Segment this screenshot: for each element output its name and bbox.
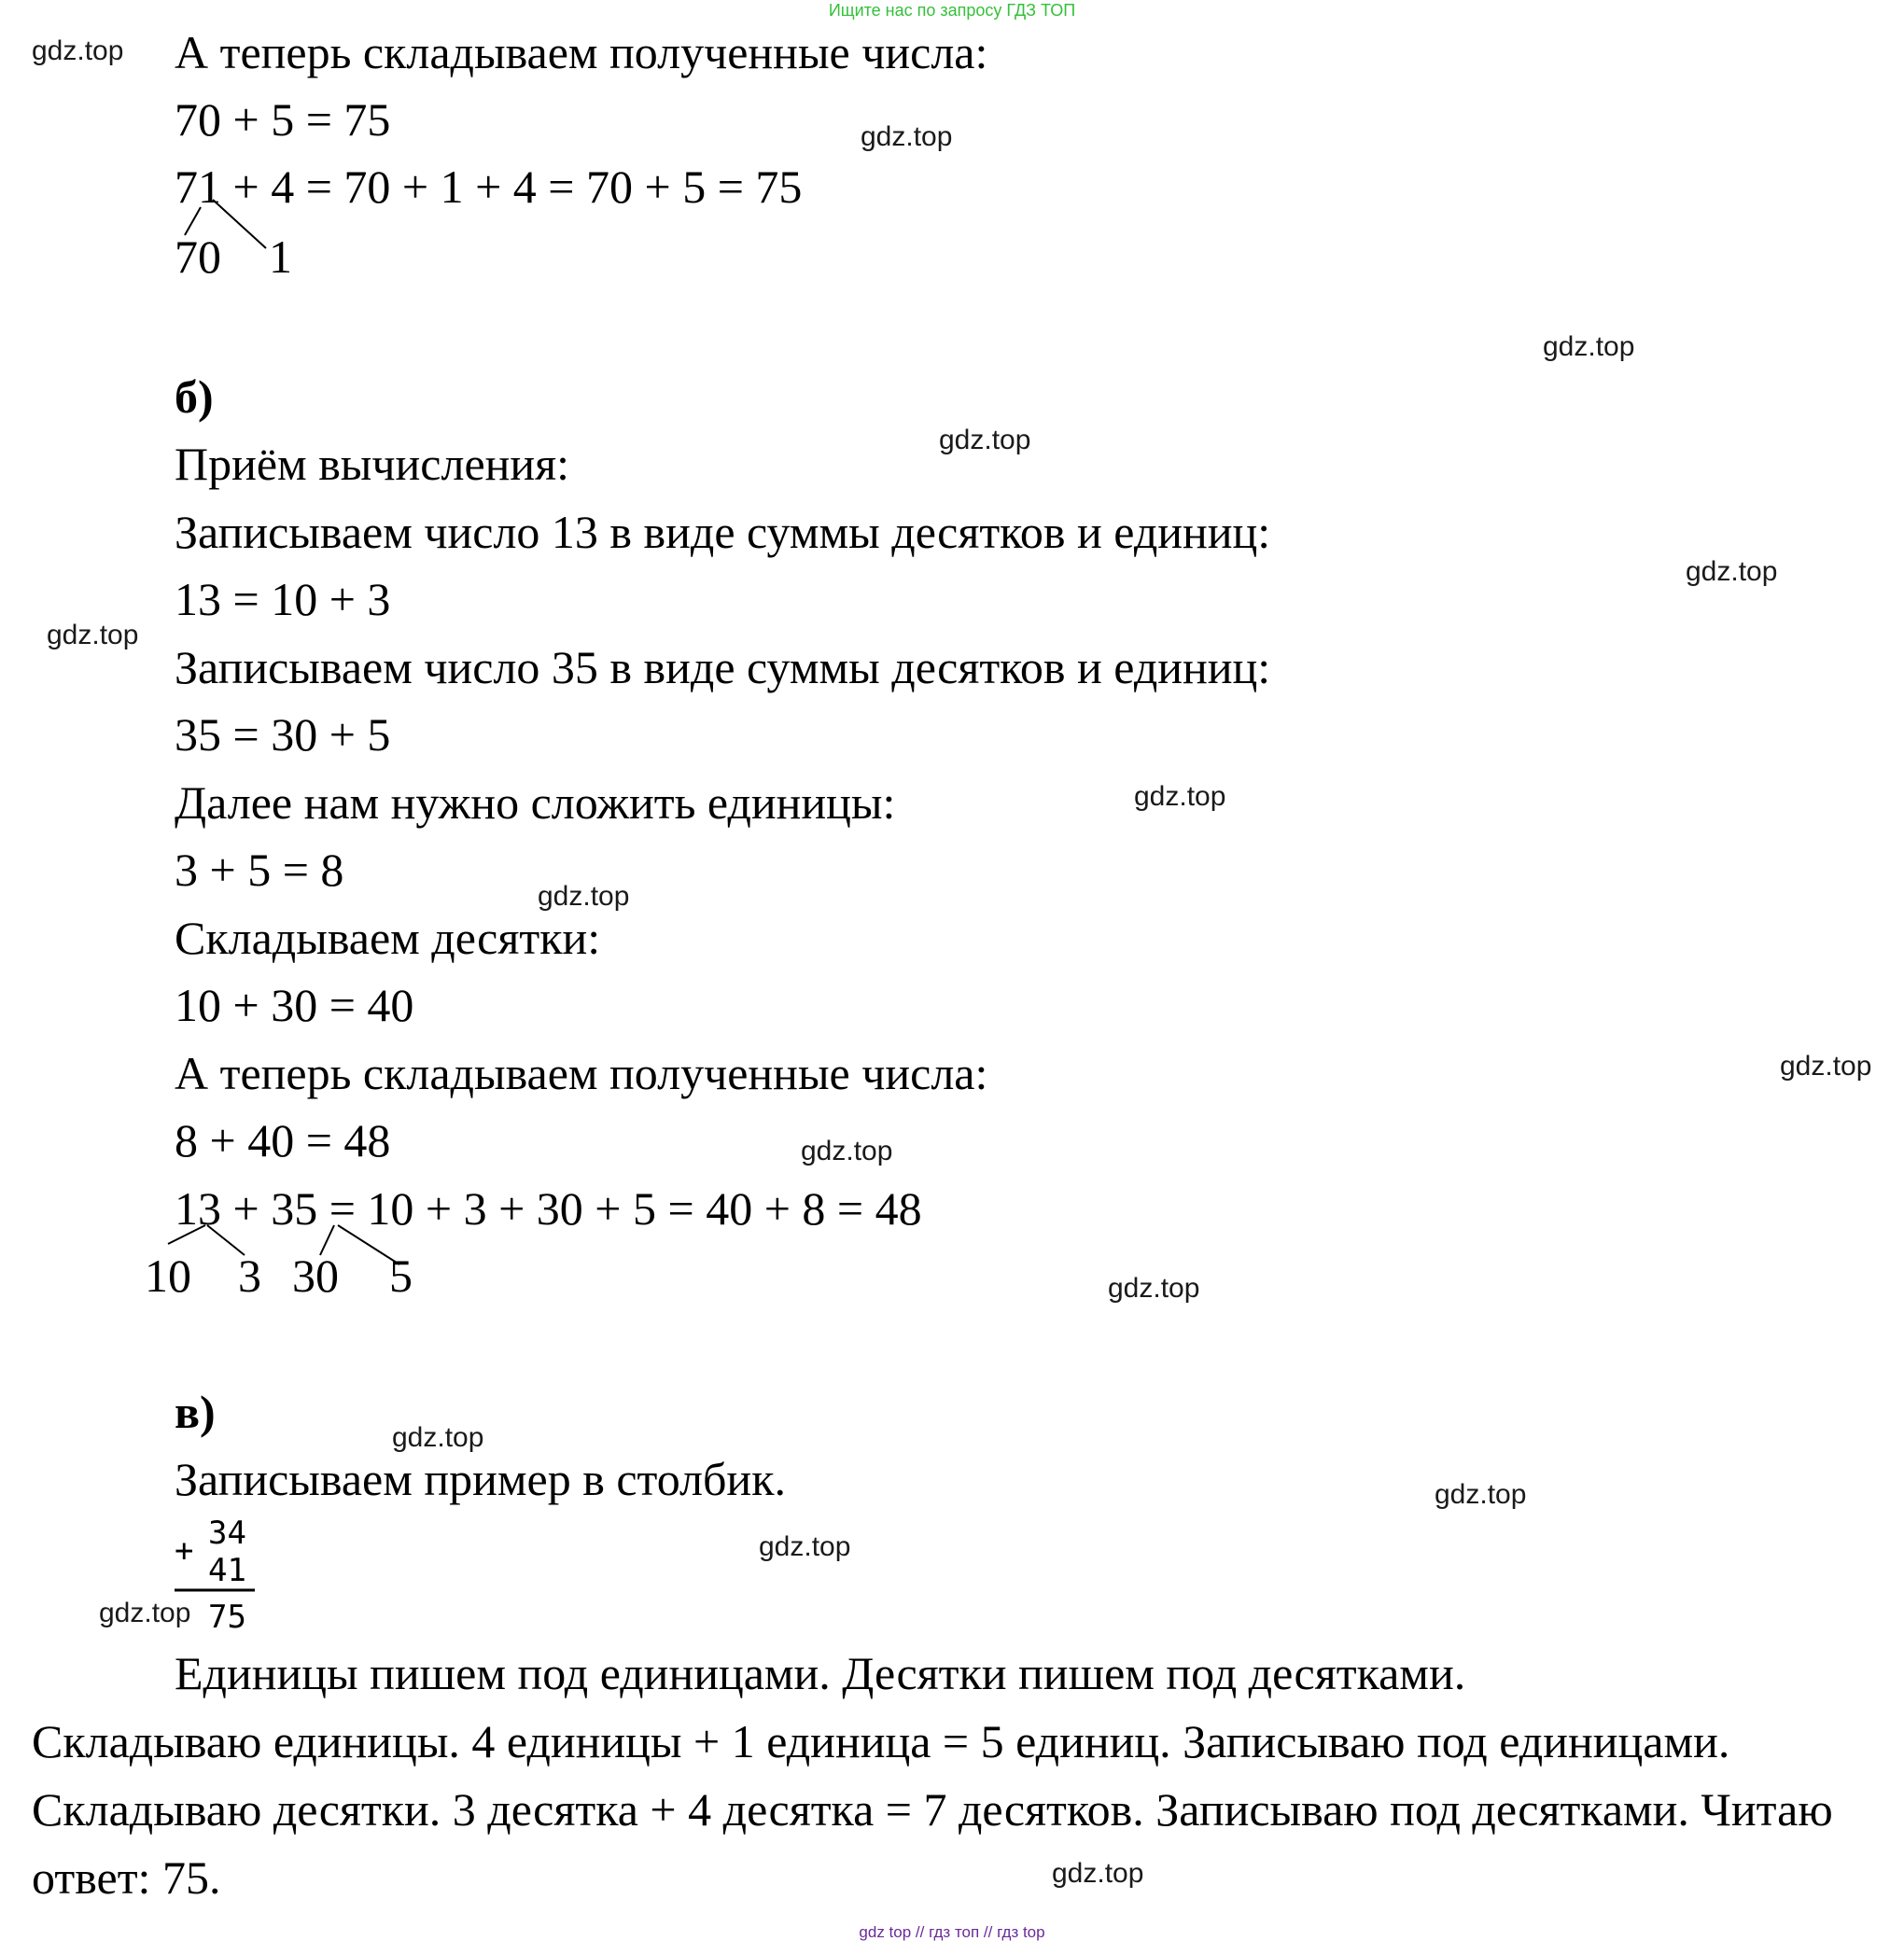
watermark: gdz.top [1435, 1479, 1527, 1510]
paragraph-rest: Складываю единицы. 4 единицы + 1 единица = 5 единиц. Записываю под единицами. Складываю десятки. 3 десятка + 4 десятка = 7 десятков. Записываю под десятками. Читаю ответ: 75. [32, 1715, 1833, 1904]
watermark: gdz.top [1108, 1273, 1200, 1304]
equation-line: 35 = 30 + 5 [175, 708, 391, 761]
equation-line: 13 + 35 = 10 + 3 + 30 + 5 = 40 + 8 = 48 [175, 1182, 922, 1235]
watermark: gdz.top [1052, 1858, 1144, 1889]
watermark: gdz.top [538, 881, 630, 912]
decomp-number: 70 [175, 230, 221, 283]
watermark: gdz.top [1134, 781, 1226, 812]
column-bottom-number: 41 [208, 1552, 246, 1589]
watermark: gdz.top [1780, 1051, 1872, 1082]
text-line: Приём вычисления: [175, 438, 570, 490]
equation-line: 13 = 10 + 3 [175, 573, 391, 625]
watermark: gdz.top [1543, 331, 1635, 362]
text-line: А теперь складываем полученные числа: [175, 26, 988, 78]
decomp-number: 3 [238, 1250, 261, 1302]
decomp-number: 30 [292, 1250, 339, 1302]
decomp-number: 10 [145, 1250, 191, 1302]
column-plus-sign: + [175, 1532, 194, 1570]
watermark: gdz.top [1686, 556, 1778, 587]
watermark: gdz.top [99, 1598, 191, 1628]
paragraph-first-sentence: Единицы пишем под единицами. Десятки пишем под десятками. [175, 1647, 1466, 1699]
equation-line: 71 + 4 = 70 + 1 + 4 = 70 + 5 = 75 [175, 161, 803, 213]
explanation-paragraph [32, 1640, 1898, 1912]
top-banner: Ищите нас по запросу ГДЗ ТОП [828, 1, 1076, 20]
section-label-b: б) [175, 370, 214, 423]
equation-line: 3 + 5 = 8 [175, 844, 344, 896]
equation-line: 10 + 30 = 40 [175, 979, 414, 1031]
decomp-number: 1 [269, 230, 292, 283]
watermark: gdz.top [861, 121, 953, 152]
watermark: gdz.top [759, 1531, 851, 1562]
decomp-number: 5 [389, 1250, 413, 1302]
watermark: gdz.top [801, 1136, 893, 1166]
text-line: Складываем десятки: [175, 912, 601, 964]
column-top-number: 34 [208, 1515, 246, 1552]
watermark: gdz.top [47, 620, 139, 650]
watermark: gdz.top [32, 35, 124, 66]
watermark: gdz.top [392, 1422, 484, 1453]
equation-line: 8 + 40 = 48 [175, 1114, 391, 1166]
text-line: Записываем пример в столбик. [175, 1453, 786, 1505]
text-line: Записываем число 35 в виде суммы десятков и единиц: [175, 641, 1271, 693]
text-line: Далее нам нужно сложить единицы: [175, 776, 896, 829]
section-label-c: в) [175, 1386, 216, 1438]
column-result: 75 [208, 1599, 246, 1636]
equation-line: 70 + 5 = 75 [175, 93, 391, 146]
text-line: А теперь складываем полученные числа: [175, 1047, 988, 1099]
watermark: gdz.top [939, 425, 1031, 455]
footer-links: gdz top // гдз топ // гдз top [859, 1923, 1045, 1941]
text-line: Записываем число 13 в виде суммы десятков и единиц: [175, 506, 1271, 558]
